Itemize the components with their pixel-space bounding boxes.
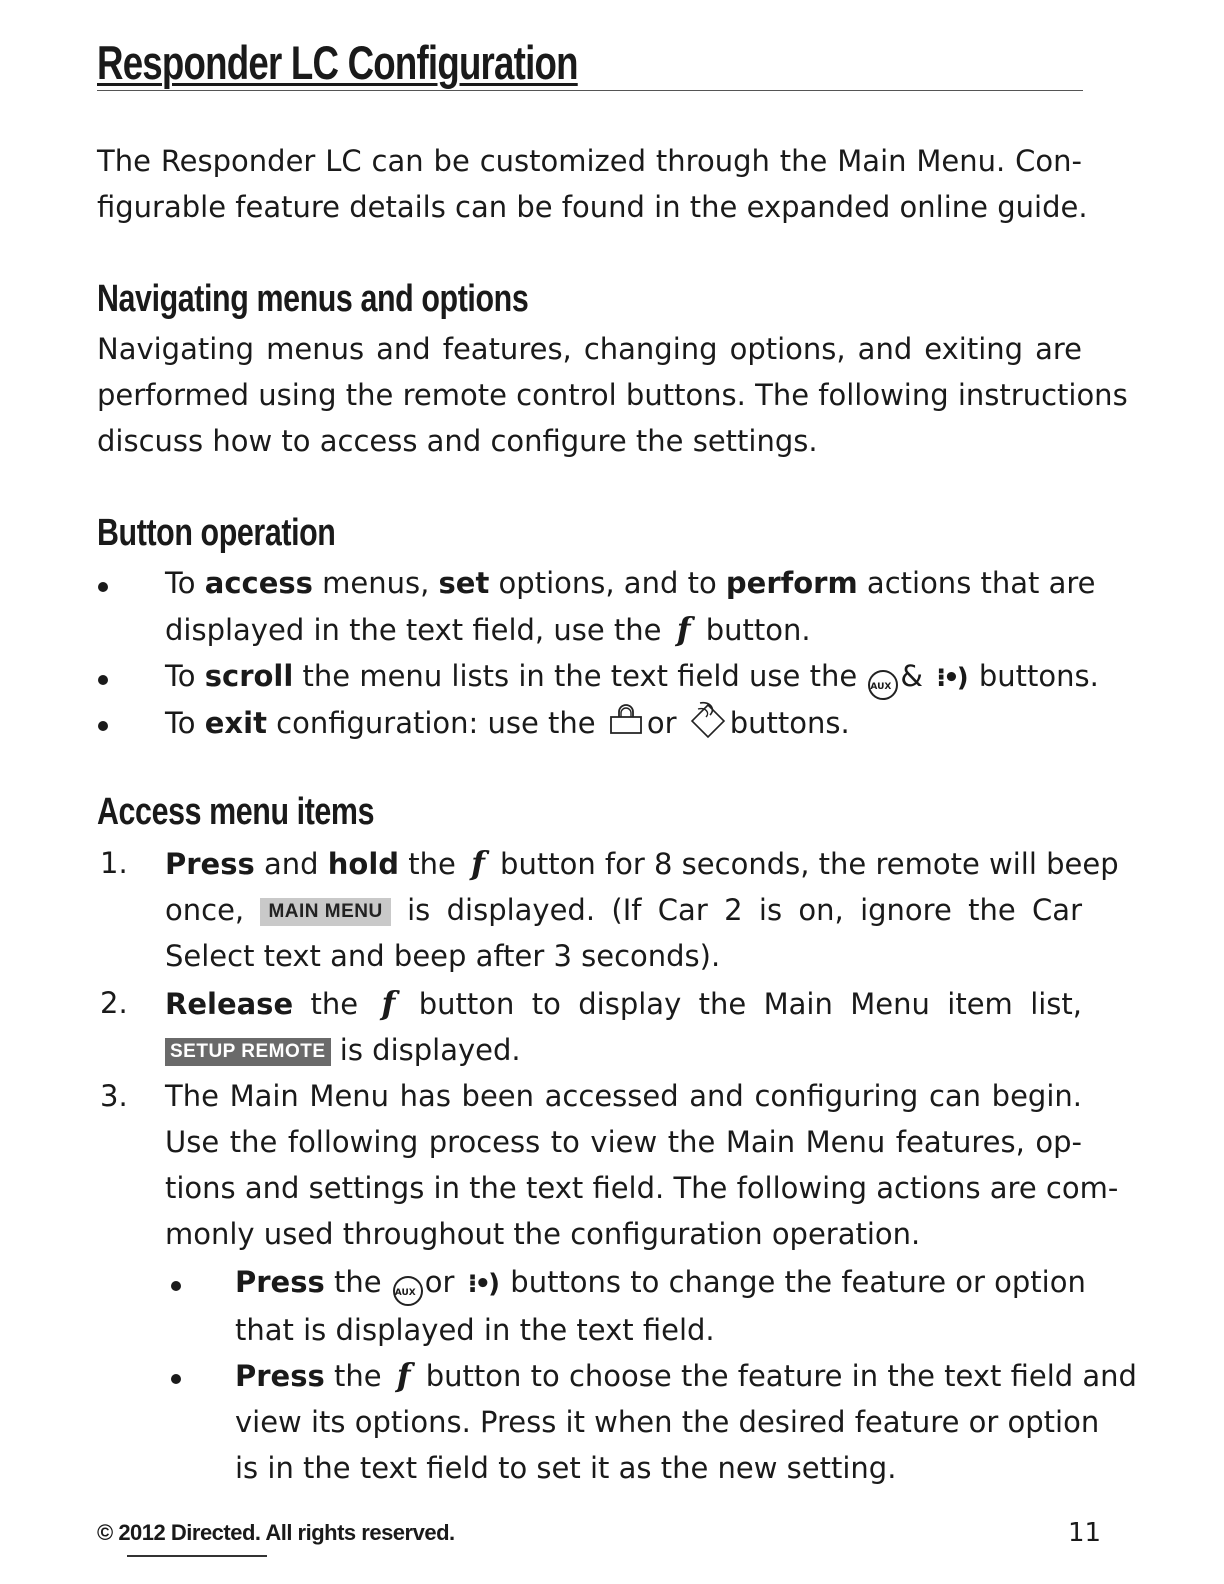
copyright-footer: © 2012 Directed. All rights reserved. — [97, 1520, 455, 1545]
footer-underline — [127, 1555, 267, 1557]
f-button-icon: f — [381, 984, 396, 1022]
bullet-dot — [98, 721, 108, 731]
release-keyword: Release — [165, 987, 294, 1021]
bullet-dot — [98, 582, 108, 592]
step-1: Press and hold the f button for 8 seconds, the remote will beep once, MAIN MENU is displayed. (If Car 2 is on, ignore the Car Select text and beep after 3 seconds). — [165, 844, 1119, 973]
intro-paragraph — [97, 138, 1088, 230]
bullet-exit: To exit configuration: use the or buttons. — [165, 699, 1082, 756]
page-number: 11 — [1068, 1518, 1102, 1548]
press-keyword: Press — [235, 1359, 325, 1393]
lcd-main-menu: MAIN MENU — [260, 898, 390, 926]
access-keyword: access — [204, 566, 313, 600]
bullet-scroll: To scroll the menu lists in the text field use the AUX & ⁝•) buttons. — [165, 653, 1082, 701]
intro-line: figurable feature details can be found in the expanded online guide. — [97, 190, 1088, 224]
nav-paragraph — [97, 326, 1128, 464]
scroll-button-icon: ⁝•) — [936, 663, 966, 693]
step-number: 1. — [100, 846, 128, 880]
nav-heading: Navigating menus and options — [97, 278, 529, 320]
f-button-icon: f — [471, 844, 485, 882]
scroll-button-icon: ⁝•) — [467, 1269, 498, 1299]
bullet-dot — [98, 675, 108, 685]
lcd-setup-remote: SETUP REMOTE — [165, 1038, 331, 1066]
nav-line: performed using the remote control buttons. The following instructions — [97, 378, 1128, 412]
aux-button-icon: AUX — [868, 670, 898, 700]
scroll-keyword: scroll — [204, 659, 294, 693]
intro-line: The Responder LC can be customized through the Main Menu. Con- — [97, 144, 1082, 178]
page-title: Responder LC Configuration — [97, 36, 578, 89]
f-button-icon: f — [676, 610, 691, 648]
sub-bullet-press-aux: Press the AUX or ⁝•) buttons to change the feature or option that is displayed in the text field. — [235, 1259, 1082, 1353]
step-3: The Main Menu has been accessed and configuring can begin. Use the following process to view the Main Menu features, op- tions and settings in the text field. The following actions are com- monly used throughout the configuration operation. — [165, 1079, 1119, 1251]
nav-line: discuss how to access and configure the settings. — [97, 424, 818, 458]
perform-keyword: perform — [725, 566, 858, 600]
step-number: 3. — [100, 1079, 128, 1113]
access-heading: Access menu items — [97, 791, 375, 833]
title-rule — [97, 28, 1083, 91]
press-keyword: Press — [235, 1265, 325, 1299]
step-2: Release the f button to display the Main Menu item list, SETUP REMOTE is displayed. — [165, 984, 1083, 1067]
exit-keyword: exit — [204, 706, 267, 740]
bullet-dot — [171, 1281, 181, 1291]
button-op-heading: Button operation — [97, 512, 336, 554]
nav-line: Navigating menus and features, changing options, and exiting are — [97, 332, 1082, 366]
press-keyword: Press — [165, 847, 255, 881]
f-button-icon: f — [396, 1356, 411, 1394]
sub-bullet-press-f: Press the f button to choose the feature in the text field and view its options. Press it when the desired feature or option is in the text field to set it as the new setting. — [235, 1356, 1137, 1485]
bullet-access: To access menus, set options, and to perform actions that are displayed in the text field, use the f button. — [165, 566, 1096, 648]
set-keyword: set — [438, 566, 490, 600]
hold-keyword: hold — [327, 847, 400, 881]
bullet-dot — [171, 1374, 181, 1384]
step-number: 2. — [100, 986, 128, 1020]
trunk-button-icon — [688, 699, 728, 756]
lock-button-icon — [607, 703, 645, 752]
aux-button-icon: AUX — [393, 1276, 423, 1306]
